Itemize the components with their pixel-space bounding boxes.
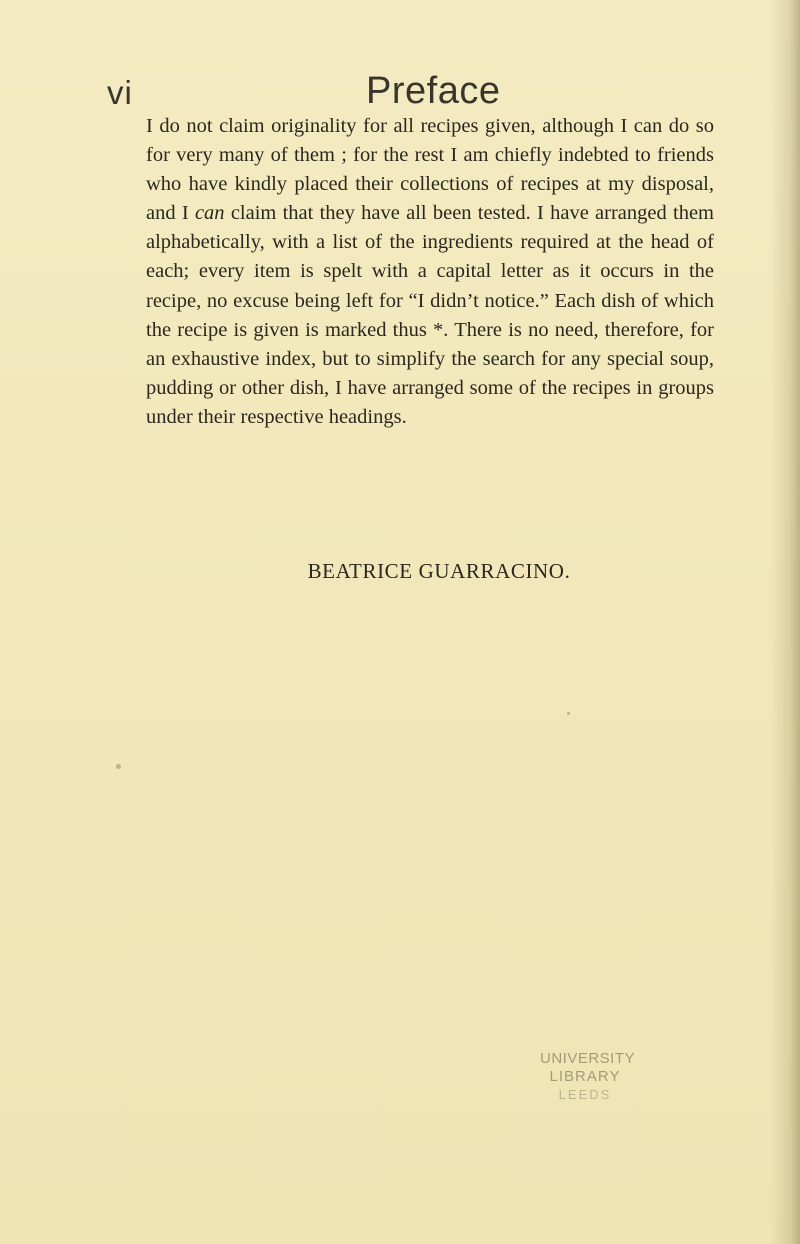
emphasis-can: can: [194, 202, 225, 225]
paper-speck: [567, 712, 570, 715]
page-number: vi: [107, 74, 133, 111]
stamp-line-1: UNIVERSITY: [540, 1050, 636, 1067]
preface-text-part-2: claim that they have all been tested. I have arranged them alphabetically, with a list of the ingredients required at the head of each; every item is spelt with a capital letter as it occurs in the recipe, no excuse being left for “I didn’t notice.” Each dish of which the recipe is given is marked thus *. There is no need, therefore, for an exhaustive index, but to simplify the search for any special soup, pudding or other dish, I have arranged some of the recipes in groups under their respective headings.: [146, 202, 714, 428]
preface-paragraph: [146, 112, 714, 432]
stamp-line-2: LIBRARY: [549, 1068, 621, 1085]
author-signature: BEATRICE GUARRACINO.: [307, 559, 571, 583]
stamp-line-3: LEEDS: [558, 1087, 612, 1102]
paper-speck: [116, 764, 121, 769]
preface-text: [146, 112, 714, 432]
page-title: Preface: [366, 70, 501, 112]
library-stamp: [540, 1050, 636, 1104]
preface-text-part-1: I do not claim originality for all recipes given, although I can do so for very many of them ; for the rest I am chiefly indebted to friends who have kindly placed their collections of recipes at my disposal, and I: [146, 115, 714, 225]
